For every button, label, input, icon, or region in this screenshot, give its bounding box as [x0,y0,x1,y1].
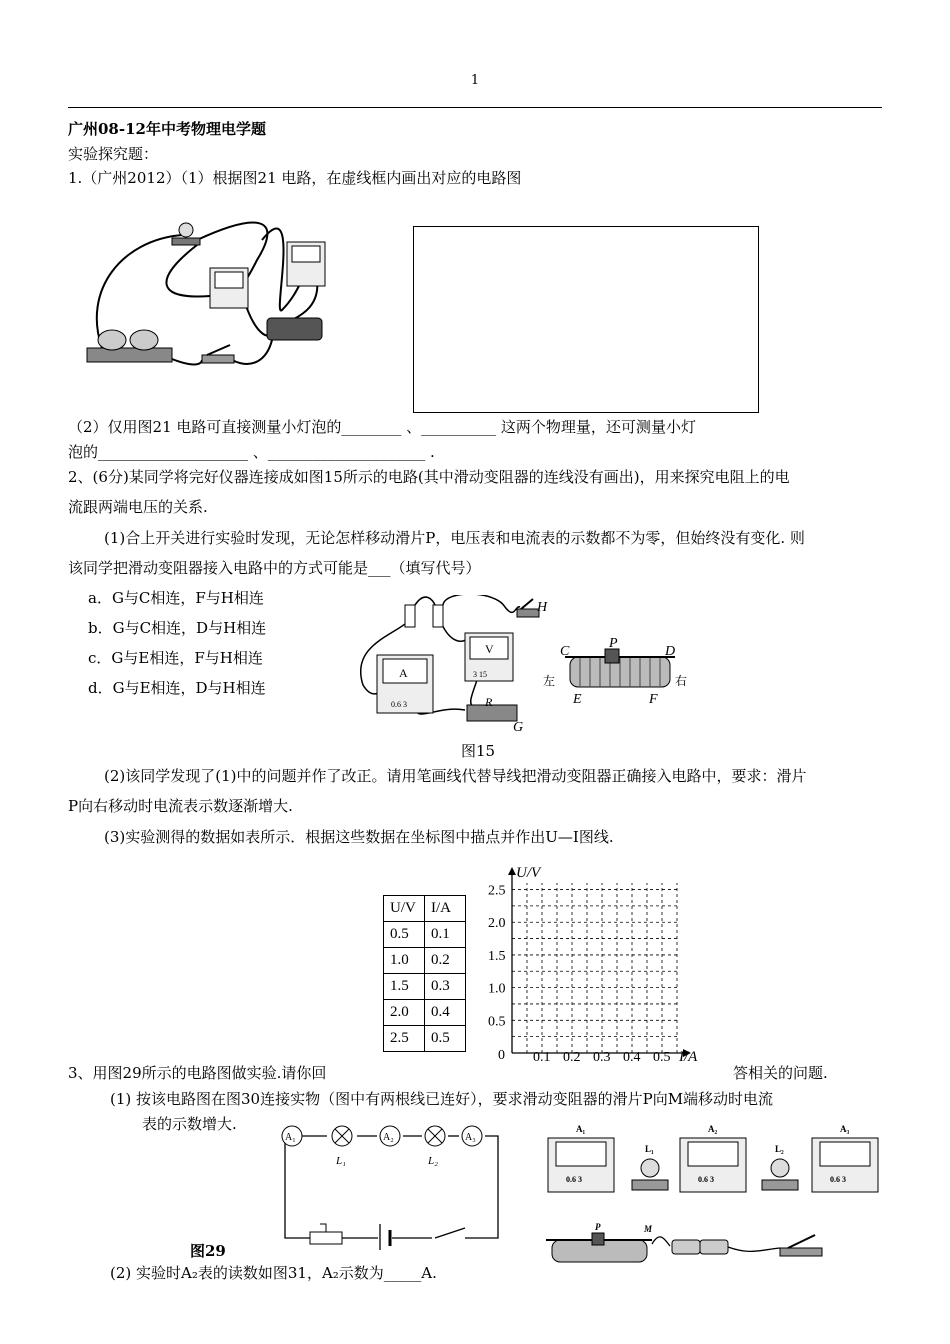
fig30-label-l2: L₂ [775,1144,784,1154]
voltmeter-label: V [485,642,494,656]
label-R: R [485,695,493,709]
battery-icon [98,330,126,350]
fig29-ammeter-a1 [282,1126,302,1146]
page-number: 1 [470,73,480,88]
data-table [383,895,466,1052]
q2-p3: (3)实验测得的数据如表所示．根据这些数据在坐标图中描点并作出U—I图线. [104,828,614,846]
y-axis-label: U/V [516,865,541,881]
table-cell: 0.2 [425,948,466,974]
battery-cell-1 [405,605,415,627]
q2-p1-line2: 该同学把滑动变阻器接入电路中的方式可能是___（填写代号） [68,559,481,577]
fig29-lamp-l1 [332,1126,352,1146]
table-cell: 0.5 [425,1026,466,1052]
fig30-scale-1: 0.6 3 [566,1175,582,1184]
table-cell: 0.4 [425,1000,466,1026]
wire-3 [166,245,210,297]
q2-p2-line1: (2)该同学发现了(1)中的问题并作了改正。请用笔画线代替导线把滑动变阻器正确接入电路中，要求：滑片 [104,767,807,785]
table-cell: 2.5 [384,1026,425,1052]
battery-board [87,348,172,362]
label-F: F [649,692,658,707]
q2-stem-line1: 2、(6分)某同学将完好仪器连接成如图15所示的电路(其中滑动变阻器的连线没有画出)，用来探究电阻上的电 [68,468,790,486]
fig30-rheostat [546,1233,652,1262]
q2-p1-line1: (1)合上开关进行实验时发现，无论怎样移动滑片P，电压表和电流表的示数都不为零，但始终没有变化. 则 [104,529,805,547]
y-axis-arrow [508,867,516,875]
y-tick-label: 2.0 [488,916,506,932]
fig30-ammeter-a1 [548,1138,614,1192]
table-cell: 1.5 [384,974,425,1000]
fig30-battery-1 [672,1240,700,1254]
fig29-ammeter-a2 [380,1126,400,1146]
x-axis-label: I/A [679,1049,698,1065]
figure-21-circuit [82,200,372,375]
label-E: E [573,692,582,707]
table-header-row [384,896,466,922]
q2-p2-line2: P向右移动时电流表示数逐渐增大. [68,797,293,815]
label-C: C [560,644,570,659]
fig30-lamp-l1 [632,1159,668,1190]
table-cell: 1.0 [384,948,425,974]
q3-p1-line2: 表的示数增大. [142,1115,237,1133]
q3-stem-part2: 答相关的问题. [733,1064,828,1082]
fig30-label-m: M [644,1224,653,1234]
fig30-label-a2: A₂ [708,1124,718,1134]
label-D: D [665,644,676,659]
bulb-icon [179,223,193,237]
label-G: G [513,720,524,735]
q2-stem-line2: 流跟两端电压的关系. [68,498,208,516]
fig29-ammeter-a3 [462,1126,482,1146]
fig30-switch [780,1248,822,1256]
x-tick-label: 0.5 [653,1050,671,1065]
y-tick-label: 2.5 [488,883,506,899]
y-tick-label: 1.5 [488,948,506,964]
table-cell: 0.5 [384,922,425,948]
origin-label: 0 [498,1048,505,1063]
slider-p [605,649,619,663]
label-H: H [537,600,548,615]
figure-29-circuit [280,1120,505,1250]
table-header-u: U/V [384,896,425,922]
figure-29-caption: 图29 [190,1242,226,1260]
fig30-scale-3: 0.6 3 [830,1175,846,1184]
label-right: 右 [675,674,688,688]
q1-stem: 1.（广州2012）（1）根据图21 电路，在虚线框内画出对应的电路图 [68,169,522,187]
fig30-battery-2 [700,1240,728,1254]
fig29-label-l1: L₁ [336,1155,346,1167]
q3-p2: (2) 实验时A₂表的读数如图31，A₂示数为_____A. [110,1264,437,1282]
document-title: 广州08-12年中考物理电学题 [68,120,266,138]
table-cell: 0.1 [425,922,466,948]
fig30-lamp-l2 [762,1159,798,1190]
figure-15-caption: 图15 [461,742,496,760]
table-row [384,974,466,1000]
y-tick-label: 0.5 [488,1014,506,1030]
fig30-label-p: P [595,1222,601,1232]
header-rule [68,107,882,108]
fig30-ammeter-a3 [812,1138,878,1192]
switch-icon [202,355,234,363]
table-row [384,1026,466,1052]
ammeter-label: A [399,666,408,680]
table-row [384,922,466,948]
table-row [384,1000,466,1026]
q3-p1-line1: (1) 按该电路图在图30连接实物（图中有两根线已连好），要求滑动变阻器的滑片P向M端移动时电流 [110,1090,774,1108]
rheostat-icon [267,318,322,340]
table-row [384,948,466,974]
fig29-lamp-l2 [425,1126,445,1146]
fig30-ammeter-a2 [680,1138,746,1192]
q2-option-d: d．G与E相连，D与H相连 [88,679,266,697]
fig30-label-l1: L₁ [645,1144,654,1154]
table-cell: 0.3 [425,974,466,1000]
q2-option-c: c．G与E相连，F与H相连 [88,649,263,667]
battery-cell-2 [433,605,443,627]
label-left: 左 [543,674,556,688]
fig30-label-a3: A₃ [840,1124,850,1134]
voltmeter-scale: 3 15 [473,670,487,679]
q3-stem-part1: 3、用图29所示的电路图做实验.请你回 [68,1064,327,1082]
y-tick-label: 1.0 [488,981,506,997]
q2-option-b: b．G与C相连，D与H相连 [88,619,267,637]
x-tick-label: 0.4 [623,1050,641,1065]
ammeter-scale: 0.6 3 [391,700,407,709]
q1-part2-line2: 泡的____________________ 、_____________________ . [68,443,435,461]
figure-30-apparatus [540,1120,882,1280]
switch-h-icon [517,609,539,617]
x-tick-label: 0.3 [593,1050,611,1065]
u-i-chart[interactable] [470,858,720,1073]
x-tick-label: 0.1 [533,1050,551,1065]
fig29-label-a1: A₁ [285,1132,296,1143]
fig29-rheostat [310,1232,342,1244]
table-cell: 2.0 [384,1000,425,1026]
fig30-scale-2: 0.6 3 [698,1175,714,1184]
figure-15-circuit [355,595,715,735]
wire-8 [232,340,272,364]
x-tick-label: 0.2 [563,1050,581,1065]
table-header-i: I/A [425,896,466,922]
section-heading: 实验探究题： [68,145,159,163]
fig29-label-a2: A₂ [383,1132,394,1143]
bulb-base [172,238,200,245]
drawing-box[interactable] [413,226,759,413]
battery-icon-2 [130,330,158,350]
fig29-label-a3: A₃ [465,1132,476,1143]
fig30-label-a1: A₁ [576,1124,586,1134]
q1-part2-line1: （2）仅用图21 电路可直接测量小灯泡的________ 、__________ 这两个物理量，还可测量小灯 [68,418,696,436]
fig29-label-l2: L₂ [428,1155,438,1167]
label-P: P [609,636,618,651]
q2-option-a: a．G与C相连，F与H相连 [88,589,264,607]
